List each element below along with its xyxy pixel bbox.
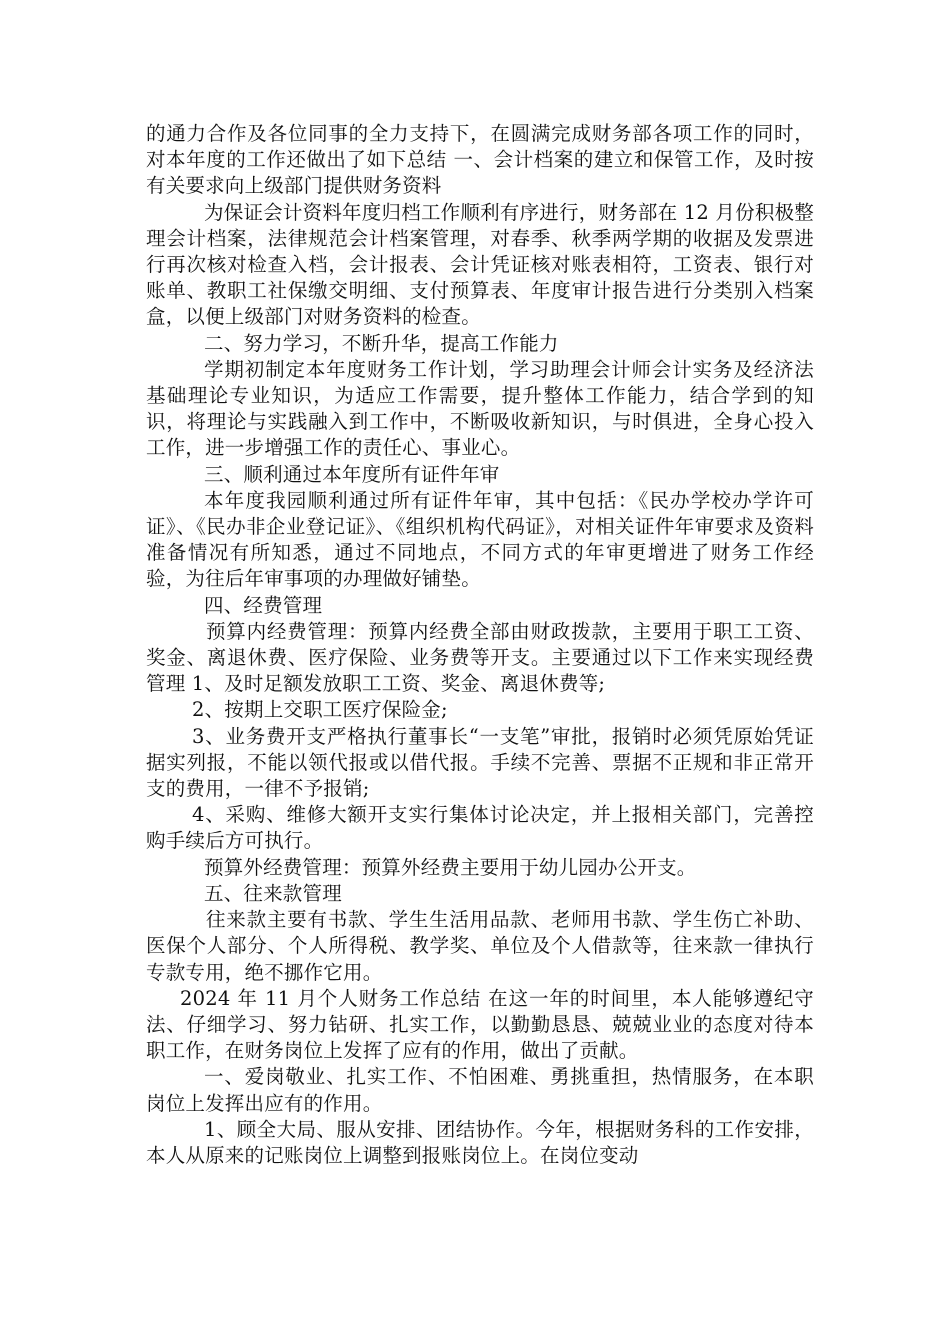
paragraph-budget-funding: 预算内经费管理：预算内经费全部由财政拨款，主要用于职工工资、奖金、离退休费、医疗保险、业务费等开支。主要通过以下工作来实现经费管理 1、及时足额发放职工工资、奖金、离退休费等; bbox=[146, 619, 814, 696]
paragraph-accounts-management: 往来款主要有书款、学生生活用品款、老师用书款、学生伤亡补助、医保个人部分、个人所得税、教学奖、单位及个人借款等，往来款一律执行专款专用，绝不挪作它用。 bbox=[146, 908, 814, 984]
heading-study: 二、努力学习，不断升华，提高工作能力 bbox=[204, 331, 559, 355]
paragraph-dedication: 一、爱岗敬业、扎实工作、不怕困难、勇挑重担，热情服务，在本职岗位上发挥出应有的作用。 bbox=[146, 1065, 814, 1115]
paragraph-archive-management: 为保证会计资料年度归档工作顺利有序进行，财务部在 12 月份积极整理会计档案，法律规范会计档案管理，对春季、秋季两学期的收据及发票进行再次核对检查入档，会计报表、会计凭证核对账表相符，工资表、银行对账单、教职工社保缴交明细、支付预算表、年度审计报告进行分类别入档案盒，以便上级部门对财务资料的检查。 bbox=[146, 200, 814, 329]
paragraph-item-3: 3、业务费开支严格执行董事长“一支笔”审批，报销时必须凭原始凭证据实列报，不能以领代报或以借代报。手续不完善、票据不正规和非正常开支的费用，一律不予报销; bbox=[146, 724, 814, 801]
paragraph-teamwork: 1、顾全大局、服从安排、团结协作。今年，根据财务科的工作安排，本人从原来的记账岗位上调整到报账岗位上。在岗位变动 bbox=[146, 1117, 814, 1167]
paragraph-item-2: 2、按期上交职工医疗保险金; bbox=[192, 698, 448, 722]
paragraph-annual-review: 本年度我园顺利通过所有证件年审，其中包括：《民办学校办学许可证》、《民办非企业登记证》、《组织机构代码证》，对相关证件年审要求及资料准备情况有所知悉，通过不同地点，不同方式的年审更增进了财务工作经验，为往后年审事项的办理做好铺垫。 bbox=[146, 488, 814, 591]
document-body bbox=[146, 121, 814, 1169]
paragraph-study: 学期初制定本年度财务工作计划，学习助理会计师会计实务及经济法基础理论专业知识，为适应工作需要，提升整体工作能力，结合学到的知识，将理论与实践融入到工作中，不断吸收新知识，与时俱进，全身心投入工作，进一步增强工作的责任心、事业心。 bbox=[146, 357, 814, 460]
paragraph-personal-summary: 2024 年 11 月个人财务工作总结 在这一年的时间里，本人能够遵纪守法、仔细学习、努力钻研、扎实工作，以勤勤恳恳、兢兢业业的态度对待本职工作，在财务岗位上发挥了应有的作用，做出了贡献。 bbox=[146, 986, 814, 1063]
heading-accounts-management: 五、往来款管理 bbox=[204, 881, 342, 905]
paragraph-extra-budget: 预算外经费管理：预算外经费主要用于幼儿园办公开支。 bbox=[204, 855, 697, 879]
heading-funding-management: 四、经费管理 bbox=[204, 593, 323, 617]
paragraph-intro-continuation: 的通力合作及各位同事的全力支持下，在圆满完成财务部各项工作的同时，对本年度的工作还做出了如下总结 一、会计档案的建立和保管工作，及时按有关要求向上级部门提供财务资料 bbox=[146, 122, 814, 198]
paragraph-item-4: 4、采购、维修大额开支实行集体讨论决定，并上报相关部门，完善控购手续后方可执行。 bbox=[146, 803, 814, 853]
heading-annual-review: 三、顺利通过本年度所有证件年审 bbox=[204, 462, 500, 486]
